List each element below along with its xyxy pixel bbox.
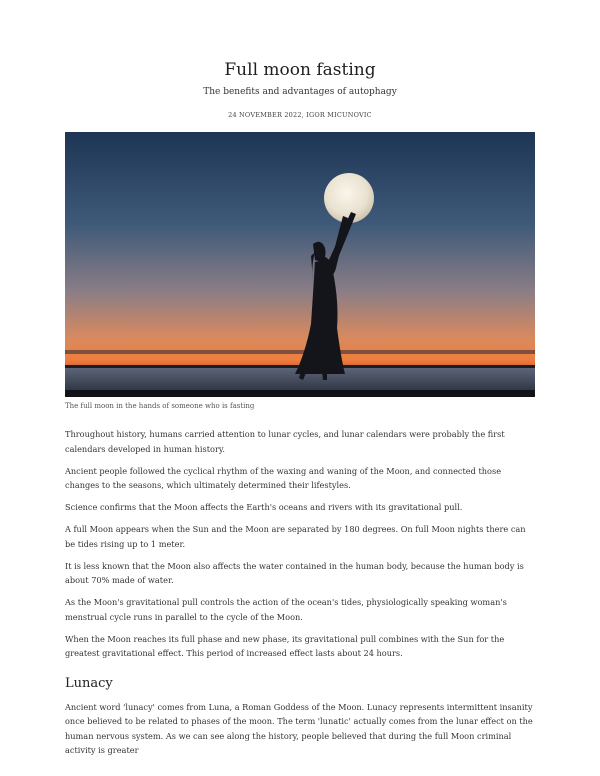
- paragraph: It is less known that the Moon also affects the water contained in the human body, because the human body is about 70% made of water.: [65, 560, 524, 585]
- paragraph: Ancient word 'lunacy' comes from Luna, a Roman Goddess of the Moon. Lunacy represents intermittent insanity once believed to be related to phases of the moon. The term 'lunatic' actually comes from the lunar effect on the human nervous system. As we can see along the history, people believed that during the full Moon criminal activity is greater: [65, 701, 533, 755]
- article-body: [65, 427, 537, 765]
- paragraph: Science confirms that the Moon affects the Earth's oceans and rivers with its gravitational pull.: [65, 502, 463, 512]
- article-subtitle: The benefits and advantages of autophagy: [203, 87, 397, 97]
- article-meta: 24 NOVEMBER 2022, IGOR MICUNOVIC: [228, 111, 372, 119]
- ground: [65, 390, 535, 397]
- paragraph: As the Moon's gravitational pull controls the action of the ocean's tides, physiologically speaking woman's menstrual cycle runs in parallel to the cycle of the Moon.: [65, 597, 507, 622]
- article-title: Full moon fasting: [224, 60, 376, 80]
- paragraph: Throughout history, humans carried attention to lunar cycles, and lunar calendars were probably the first calendars developed in human history.: [65, 429, 505, 454]
- section-heading-lunacy: Lunacy: [65, 675, 113, 691]
- paragraph: Ancient people followed the cyclical rhythm of the waxing and waning of the Moon, and connected those changes to the seasons, which ultimately determined their lifestyles.: [65, 465, 502, 490]
- paragraph: A full Moon appears when the Sun and the Moon are separated by 180 degrees. On full Moon nights there can be tides rising up to 1 meter.: [65, 524, 526, 549]
- full-moon-icon: [324, 173, 374, 223]
- hero-image: [65, 132, 535, 397]
- paragraph: When the Moon reaches its full phase and new phase, its gravitational pull combines with the Sun for the greatest gravitational effect. This period of increased effect lasts about 24 hours.: [65, 633, 505, 658]
- horizon-clouds: [65, 350, 535, 354]
- image-caption: The full moon in the hands of someone who is fasting: [65, 402, 255, 410]
- sky: [65, 132, 535, 397]
